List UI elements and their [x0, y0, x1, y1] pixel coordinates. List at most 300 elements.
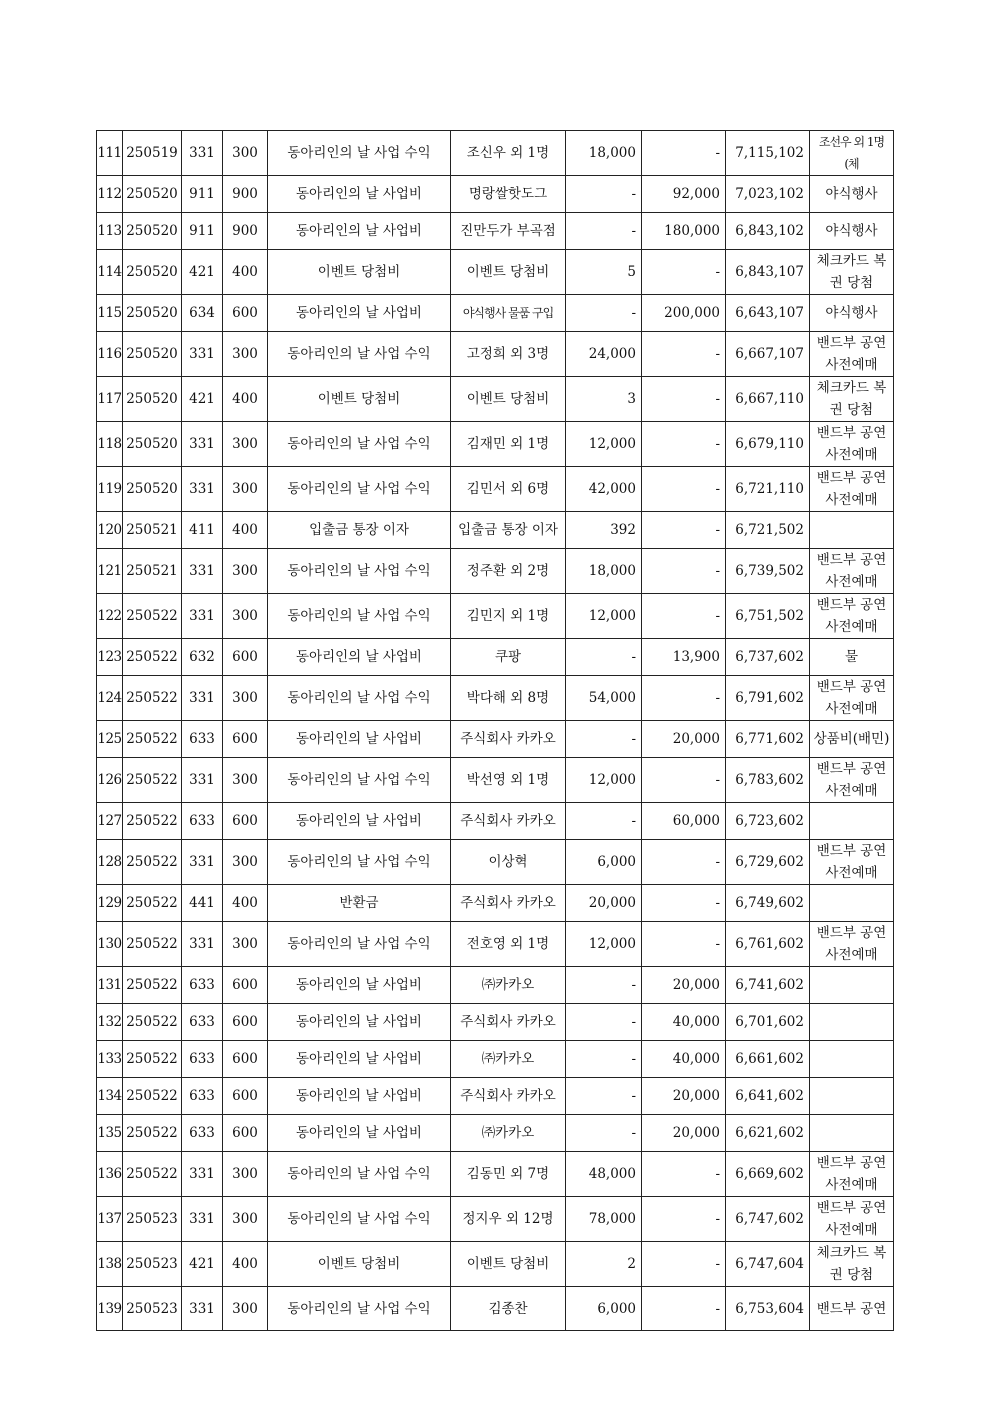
category-code: 600 [223, 1041, 268, 1078]
entry-date: 250523 [123, 1287, 182, 1331]
entry-party: 김종찬 [451, 1287, 566, 1331]
income-amount: 48,000 [566, 1152, 642, 1197]
entry-note [810, 1115, 894, 1152]
balance-amount: 6,643,107 [726, 295, 810, 332]
category-code: 600 [223, 1115, 268, 1152]
category-code: 600 [223, 295, 268, 332]
table-row [97, 639, 894, 676]
entry-number: 126 [97, 758, 123, 803]
table-row [97, 1004, 894, 1041]
expense-amount: - [642, 422, 726, 467]
income-amount: - [566, 1115, 642, 1152]
category-code: 300 [223, 922, 268, 967]
category-code: 400 [223, 1242, 268, 1287]
balance-amount: 6,737,602 [726, 639, 810, 676]
entry-note [810, 885, 894, 922]
account-code: 331 [182, 422, 223, 467]
category-code: 300 [223, 467, 268, 512]
account-code: 632 [182, 639, 223, 676]
entry-number: 113 [97, 213, 123, 250]
entry-item: 동아리인의 날 사업 수익 [268, 467, 451, 512]
table-row [97, 1242, 894, 1287]
income-amount: 24,000 [566, 332, 642, 377]
entry-date: 250520 [123, 176, 182, 213]
account-code: 331 [182, 1287, 223, 1331]
expense-amount: - [642, 676, 726, 721]
balance-amount: 6,761,602 [726, 922, 810, 967]
balance-amount: 6,783,602 [726, 758, 810, 803]
category-code: 900 [223, 176, 268, 213]
entry-party: ㈜카카오 [451, 1041, 566, 1078]
entry-date: 250520 [123, 250, 182, 295]
expense-amount: - [642, 1242, 726, 1287]
income-amount: - [566, 1041, 642, 1078]
account-code: 911 [182, 176, 223, 213]
entry-note: 밴드부 공연 사전예매 [810, 758, 894, 803]
expense-amount: 40,000 [642, 1004, 726, 1041]
expense-amount: 60,000 [642, 803, 726, 840]
entry-note: 체크카드 복권 당첨 [810, 250, 894, 295]
balance-amount: 6,669,602 [726, 1152, 810, 1197]
table-row [97, 1041, 894, 1078]
income-amount: 20,000 [566, 885, 642, 922]
entry-note: 밴드부 공연 사전예매 [810, 1197, 894, 1242]
table-row [97, 467, 894, 512]
entry-number: 137 [97, 1197, 123, 1242]
entry-item: 이벤트 당첨비 [268, 1242, 451, 1287]
entry-party: 쿠팡 [451, 639, 566, 676]
category-code: 300 [223, 332, 268, 377]
income-amount: 12,000 [566, 594, 642, 639]
entry-party: 입출금 통장 이자 [451, 512, 566, 549]
balance-amount: 6,667,107 [726, 332, 810, 377]
balance-amount: 6,843,102 [726, 213, 810, 250]
expense-amount: 20,000 [642, 721, 726, 758]
entry-date: 250521 [123, 512, 182, 549]
entry-item: 동아리인의 날 사업 수익 [268, 1152, 451, 1197]
expense-amount: 20,000 [642, 1115, 726, 1152]
table-row [97, 1115, 894, 1152]
income-amount: 12,000 [566, 758, 642, 803]
entry-date: 250522 [123, 639, 182, 676]
table-row [97, 840, 894, 885]
table-row [97, 803, 894, 840]
account-code: 331 [182, 676, 223, 721]
entry-number: 130 [97, 922, 123, 967]
entry-date: 250522 [123, 803, 182, 840]
entry-note [810, 803, 894, 840]
balance-amount: 6,729,602 [726, 840, 810, 885]
income-amount: 78,000 [566, 1197, 642, 1242]
ledger-body [97, 131, 894, 1331]
table-row [97, 295, 894, 332]
balance-amount: 7,023,102 [726, 176, 810, 213]
account-code: 331 [182, 1152, 223, 1197]
entry-party: 정주환 외 2명 [451, 549, 566, 594]
entry-note [810, 1078, 894, 1115]
entry-party: 정지우 외 12명 [451, 1197, 566, 1242]
income-amount: 3 [566, 377, 642, 422]
table-row [97, 721, 894, 758]
account-code: 331 [182, 332, 223, 377]
entry-party: 이상혁 [451, 840, 566, 885]
entry-note: 체크카드 복권 당첨 [810, 1242, 894, 1287]
expense-amount: - [642, 1287, 726, 1331]
entry-date: 250522 [123, 1115, 182, 1152]
category-code: 600 [223, 721, 268, 758]
entry-item: 동아리인의 날 사업비 [268, 967, 451, 1004]
expense-amount: 40,000 [642, 1041, 726, 1078]
balance-amount: 6,701,602 [726, 1004, 810, 1041]
entry-note: 야식행사 [810, 176, 894, 213]
balance-amount: 6,749,602 [726, 885, 810, 922]
entry-note: 조선우 외 1명(체 [810, 131, 894, 176]
entry-number: 115 [97, 295, 123, 332]
category-code: 900 [223, 213, 268, 250]
account-code: 633 [182, 803, 223, 840]
entry-date: 250523 [123, 1197, 182, 1242]
balance-amount: 6,741,602 [726, 967, 810, 1004]
balance-amount: 6,721,110 [726, 467, 810, 512]
table-row [97, 1287, 894, 1331]
income-amount: - [566, 1004, 642, 1041]
category-code: 300 [223, 758, 268, 803]
balance-amount: 6,747,604 [726, 1242, 810, 1287]
expense-amount: - [642, 250, 726, 295]
expense-amount: 200,000 [642, 295, 726, 332]
entry-party: 박다해 외 8명 [451, 676, 566, 721]
entry-number: 129 [97, 885, 123, 922]
category-code: 300 [223, 549, 268, 594]
entry-date: 250522 [123, 967, 182, 1004]
entry-item: 동아리인의 날 사업 수익 [268, 1197, 451, 1242]
entry-note: 체크카드 복권 당첨 [810, 377, 894, 422]
expense-amount: - [642, 758, 726, 803]
expense-amount: - [642, 332, 726, 377]
balance-amount: 6,621,602 [726, 1115, 810, 1152]
balance-amount: 6,747,602 [726, 1197, 810, 1242]
entry-item: 동아리인의 날 사업비 [268, 1041, 451, 1078]
entry-party: 이벤트 당첨비 [451, 1242, 566, 1287]
entry-note: 밴드부 공연 사전예매 [810, 332, 894, 377]
balance-amount: 6,771,602 [726, 721, 810, 758]
entry-note: 밴드부 공연 사전예매 [810, 467, 894, 512]
entry-number: 135 [97, 1115, 123, 1152]
entry-date: 250522 [123, 676, 182, 721]
account-code: 633 [182, 1004, 223, 1041]
entry-note: 밴드부 공연 사전예매 [810, 422, 894, 467]
entry-party: 박선영 외 1명 [451, 758, 566, 803]
expense-amount: - [642, 1152, 726, 1197]
income-amount: 54,000 [566, 676, 642, 721]
category-code: 400 [223, 885, 268, 922]
entry-note: 물 [810, 639, 894, 676]
income-amount: 6,000 [566, 840, 642, 885]
table-row [97, 885, 894, 922]
account-code: 331 [182, 922, 223, 967]
entry-number: 131 [97, 967, 123, 1004]
entry-note: 밴드부 공연 사전예매 [810, 594, 894, 639]
income-amount: 6,000 [566, 1287, 642, 1331]
table-row [97, 1152, 894, 1197]
table-row [97, 131, 894, 176]
balance-amount: 6,661,602 [726, 1041, 810, 1078]
entry-number: 112 [97, 176, 123, 213]
entry-note: 밴드부 공연 [810, 1287, 894, 1331]
entry-note: 밴드부 공연 사전예매 [810, 676, 894, 721]
entry-party: 김민서 외 6명 [451, 467, 566, 512]
entry-party: 진만두가 부곡점 [451, 213, 566, 250]
account-code: 331 [182, 549, 223, 594]
entry-party: ㈜카카오 [451, 1115, 566, 1152]
income-amount: 392 [566, 512, 642, 549]
entry-item: 반환금 [268, 885, 451, 922]
entry-date: 250520 [123, 295, 182, 332]
balance-amount: 6,751,502 [726, 594, 810, 639]
ledger-table [96, 130, 894, 1331]
expense-amount: 13,900 [642, 639, 726, 676]
entry-note [810, 1004, 894, 1041]
account-code: 421 [182, 377, 223, 422]
category-code: 300 [223, 676, 268, 721]
table-row [97, 1078, 894, 1115]
expense-amount: - [642, 840, 726, 885]
entry-number: 116 [97, 332, 123, 377]
entry-item: 동아리인의 날 사업 수익 [268, 676, 451, 721]
entry-item: 동아리인의 날 사업 수익 [268, 131, 451, 176]
balance-amount: 6,739,502 [726, 549, 810, 594]
entry-number: 124 [97, 676, 123, 721]
entry-note: 야식행사 [810, 295, 894, 332]
entry-item: 동아리인의 날 사업 수익 [268, 549, 451, 594]
category-code: 300 [223, 840, 268, 885]
account-code: 911 [182, 213, 223, 250]
entry-date: 250520 [123, 377, 182, 422]
entry-number: 127 [97, 803, 123, 840]
category-code: 600 [223, 803, 268, 840]
entry-item: 이벤트 당첨비 [268, 250, 451, 295]
category-code: 300 [223, 422, 268, 467]
category-code: 300 [223, 1287, 268, 1331]
income-amount: 42,000 [566, 467, 642, 512]
entry-date: 250522 [123, 1078, 182, 1115]
income-amount: 2 [566, 1242, 642, 1287]
income-amount: - [566, 295, 642, 332]
account-code: 441 [182, 885, 223, 922]
account-code: 633 [182, 721, 223, 758]
entry-party: 주식회사 카카오 [451, 1078, 566, 1115]
entry-party: 이벤트 당첨비 [451, 250, 566, 295]
account-code: 633 [182, 1078, 223, 1115]
expense-amount: 180,000 [642, 213, 726, 250]
table-row [97, 758, 894, 803]
entry-number: 134 [97, 1078, 123, 1115]
category-code: 400 [223, 250, 268, 295]
entry-date: 250522 [123, 594, 182, 639]
entry-party: 조신우 외 1명 [451, 131, 566, 176]
expense-amount: - [642, 512, 726, 549]
entry-number: 138 [97, 1242, 123, 1287]
account-code: 634 [182, 295, 223, 332]
income-amount: - [566, 213, 642, 250]
entry-date: 250520 [123, 213, 182, 250]
income-amount: - [566, 803, 642, 840]
table-row [97, 213, 894, 250]
entry-item: 동아리인의 날 사업 수익 [268, 422, 451, 467]
balance-amount: 6,641,602 [726, 1078, 810, 1115]
account-code: 331 [182, 467, 223, 512]
entry-item: 동아리인의 날 사업비 [268, 213, 451, 250]
expense-amount: - [642, 131, 726, 176]
entry-number: 132 [97, 1004, 123, 1041]
entry-item: 동아리인의 날 사업비 [268, 803, 451, 840]
balance-amount: 7,115,102 [726, 131, 810, 176]
table-row [97, 922, 894, 967]
entry-item: 동아리인의 날 사업비 [268, 1115, 451, 1152]
entry-party: 김재민 외 1명 [451, 422, 566, 467]
table-row [97, 1197, 894, 1242]
category-code: 300 [223, 1152, 268, 1197]
income-amount: - [566, 639, 642, 676]
entry-party: 고정희 외 3명 [451, 332, 566, 377]
account-code: 331 [182, 594, 223, 639]
table-row [97, 250, 894, 295]
entry-item: 동아리인의 날 사업비 [268, 295, 451, 332]
entry-party: 주식회사 카카오 [451, 1004, 566, 1041]
table-row [97, 176, 894, 213]
entry-party: 야식행사 물품 구입 [451, 295, 566, 332]
entry-number: 123 [97, 639, 123, 676]
entry-number: 121 [97, 549, 123, 594]
entry-date: 250522 [123, 721, 182, 758]
income-amount: 5 [566, 250, 642, 295]
account-code: 421 [182, 250, 223, 295]
entry-date: 250522 [123, 758, 182, 803]
entry-number: 136 [97, 1152, 123, 1197]
entry-note: 상품비(배민) [810, 721, 894, 758]
expense-amount: - [642, 885, 726, 922]
account-code: 331 [182, 758, 223, 803]
entry-date: 250522 [123, 1041, 182, 1078]
entry-party: 명랑쌀핫도그 [451, 176, 566, 213]
table-row [97, 512, 894, 549]
entry-date: 250522 [123, 1004, 182, 1041]
entry-number: 111 [97, 131, 123, 176]
expense-amount: 92,000 [642, 176, 726, 213]
income-amount: 18,000 [566, 131, 642, 176]
category-code: 600 [223, 1078, 268, 1115]
account-code: 633 [182, 967, 223, 1004]
entry-date: 250522 [123, 922, 182, 967]
entry-item: 동아리인의 날 사업 수익 [268, 758, 451, 803]
entry-number: 120 [97, 512, 123, 549]
expense-amount: - [642, 594, 726, 639]
entry-party: 주식회사 카카오 [451, 885, 566, 922]
expense-amount: - [642, 1197, 726, 1242]
entry-date: 250520 [123, 332, 182, 377]
table-row [97, 676, 894, 721]
account-code: 331 [182, 131, 223, 176]
expense-amount: 20,000 [642, 1078, 726, 1115]
balance-amount: 6,723,602 [726, 803, 810, 840]
balance-amount: 6,679,110 [726, 422, 810, 467]
entry-item: 동아리인의 날 사업비 [268, 721, 451, 758]
entry-date: 250522 [123, 840, 182, 885]
table-row [97, 967, 894, 1004]
account-code: 633 [182, 1115, 223, 1152]
entry-number: 114 [97, 250, 123, 295]
entry-party: 이벤트 당첨비 [451, 377, 566, 422]
category-code: 300 [223, 1197, 268, 1242]
entry-note [810, 512, 894, 549]
table-row [97, 332, 894, 377]
income-amount: - [566, 967, 642, 1004]
entry-item: 동아리인의 날 사업 수익 [268, 922, 451, 967]
entry-item: 동아리인의 날 사업 수익 [268, 594, 451, 639]
table-row [97, 377, 894, 422]
entry-note: 밴드부 공연 사전예매 [810, 922, 894, 967]
entry-item: 동아리인의 날 사업 수익 [268, 1287, 451, 1331]
category-code: 600 [223, 639, 268, 676]
entry-item: 이벤트 당첨비 [268, 377, 451, 422]
income-amount: - [566, 1078, 642, 1115]
account-code: 633 [182, 1041, 223, 1078]
entry-number: 139 [97, 1287, 123, 1331]
entry-note: 밴드부 공연 사전예매 [810, 840, 894, 885]
entry-item: 동아리인의 날 사업 수익 [268, 840, 451, 885]
entry-number: 128 [97, 840, 123, 885]
entry-item: 동아리인의 날 사업비 [268, 176, 451, 213]
expense-amount: - [642, 922, 726, 967]
table-row [97, 422, 894, 467]
entry-date: 250522 [123, 1152, 182, 1197]
balance-amount: 6,667,110 [726, 377, 810, 422]
entry-date: 250523 [123, 1242, 182, 1287]
entry-item: 입출금 통장 이자 [268, 512, 451, 549]
balance-amount: 6,791,602 [726, 676, 810, 721]
account-code: 331 [182, 1197, 223, 1242]
balance-amount: 6,753,604 [726, 1287, 810, 1331]
income-amount: - [566, 721, 642, 758]
entry-party: 김민지 외 1명 [451, 594, 566, 639]
entry-number: 133 [97, 1041, 123, 1078]
entry-item: 동아리인의 날 사업비 [268, 1004, 451, 1041]
account-code: 421 [182, 1242, 223, 1287]
entry-note [810, 967, 894, 1004]
balance-amount: 6,843,107 [726, 250, 810, 295]
entry-number: 117 [97, 377, 123, 422]
entry-date: 250521 [123, 549, 182, 594]
income-amount: 18,000 [566, 549, 642, 594]
entry-item: 동아리인의 날 사업비 [268, 1078, 451, 1115]
table-row [97, 549, 894, 594]
entry-date: 250519 [123, 131, 182, 176]
income-amount: 12,000 [566, 922, 642, 967]
expense-amount: - [642, 377, 726, 422]
entry-number: 122 [97, 594, 123, 639]
entry-number: 118 [97, 422, 123, 467]
entry-item: 동아리인의 날 사업 수익 [268, 332, 451, 377]
entry-note: 밴드부 공연 사전예매 [810, 549, 894, 594]
entry-number: 125 [97, 721, 123, 758]
category-code: 600 [223, 967, 268, 1004]
entry-note: 야식행사 [810, 213, 894, 250]
entry-item: 동아리인의 날 사업비 [268, 639, 451, 676]
category-code: 300 [223, 131, 268, 176]
entry-party: 김동민 외 7명 [451, 1152, 566, 1197]
expense-amount: - [642, 467, 726, 512]
entry-date: 250520 [123, 467, 182, 512]
